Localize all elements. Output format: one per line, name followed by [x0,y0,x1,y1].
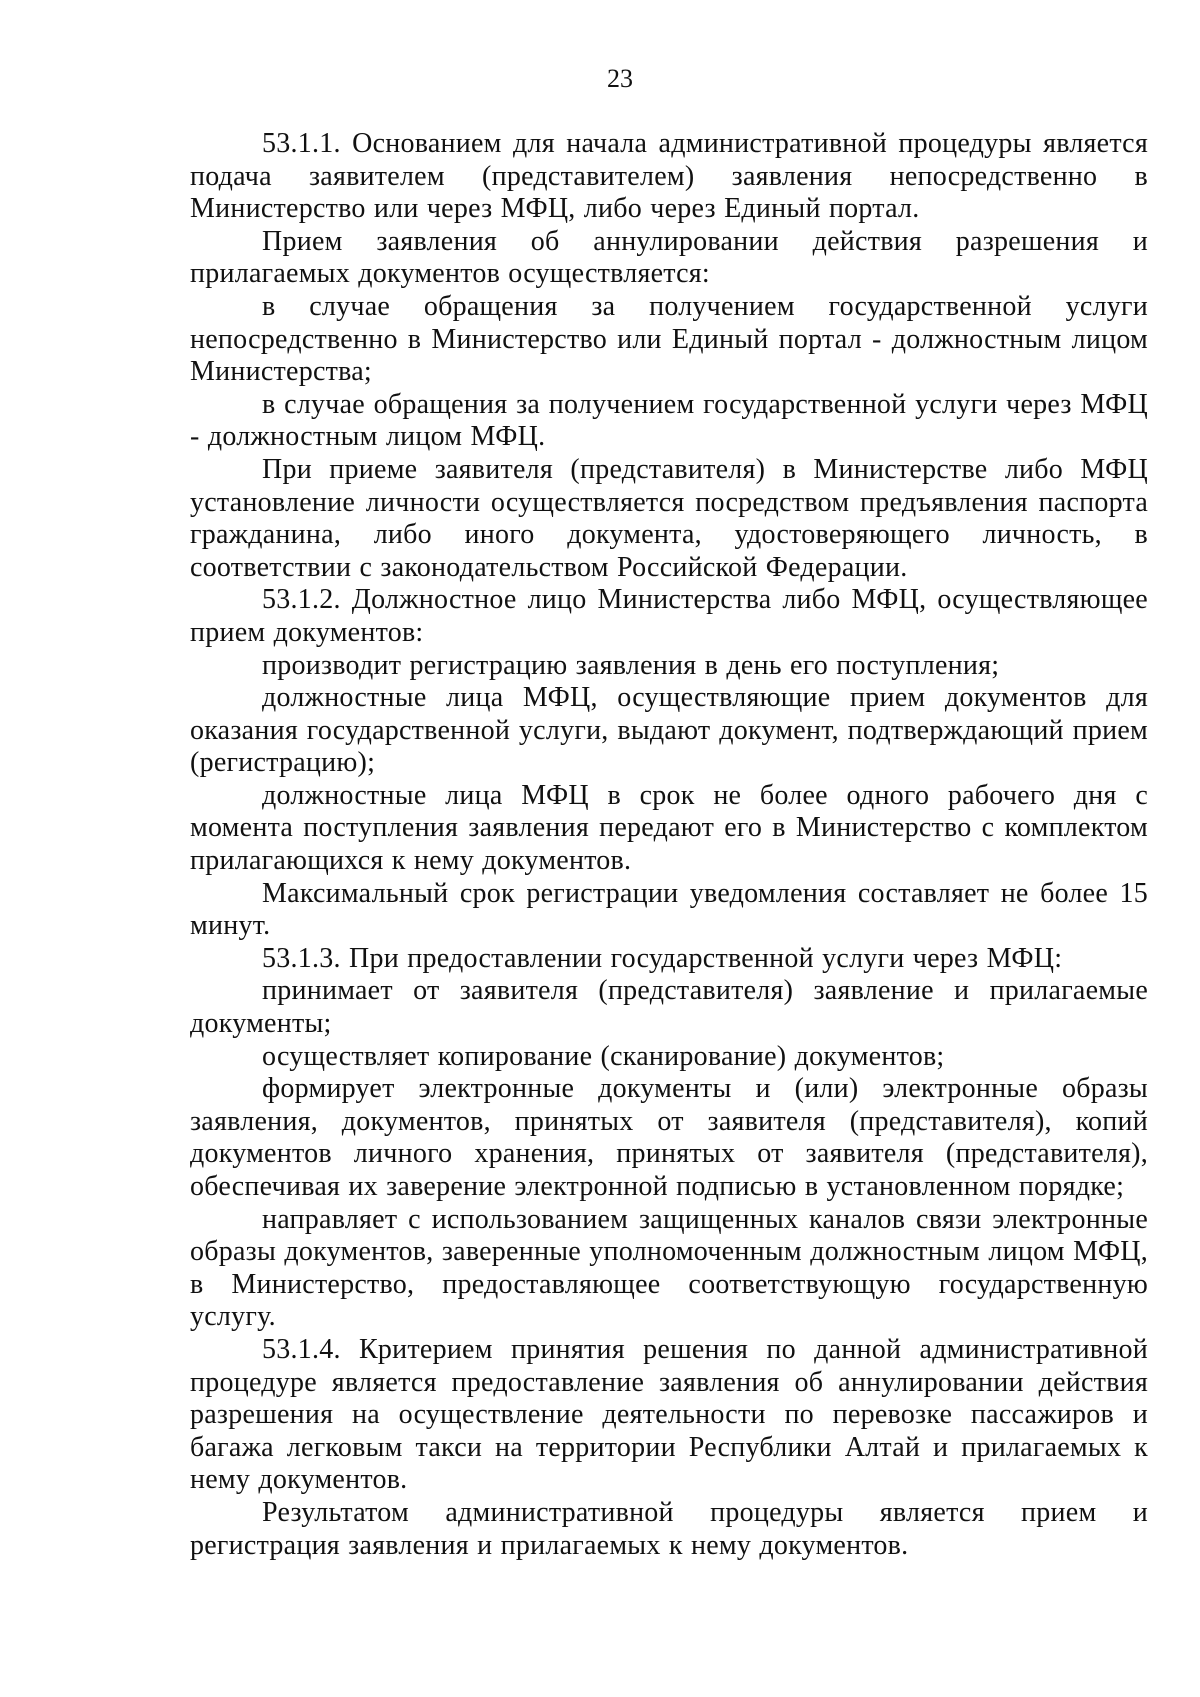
paragraph: При приеме заявителя (представителя) в Министерстве либо МФЦ установление личности осуществляется посредством предъявления паспорта гражданина, либо иного документа, удостоверяющего личность, в соответствии с законодательством Российской Федерации. [190,453,1148,583]
paragraph: Результатом административной процедуры является прием и регистрация заявления и прилагаемых к нему документов. [190,1496,1148,1561]
paragraph: 53.1.3. При предоставлении государственной услуги через МФЦ: [262,942,1063,974]
paragraph: Максимальный срок регистрации уведомления составляет не более 15 минут. [190,877,1148,942]
paragraph: Прием заявления об аннулировании действия разрешения и прилагаемых документов осуществляется: [190,225,1148,290]
paragraph: производит регистрацию заявления в день его поступления; [262,649,1000,681]
paragraph: осуществляет копирование (сканирование) документов; [262,1040,945,1072]
paragraph: 53.1.4. Критерием принятия решения по данной административной процедуре является предоставление заявления об аннулировании действия разрешения на осуществление деятельности по перевозке пассажиров и багажа легковым такси на территории Республики Алтай и прилагаемых к нему документов. [190,1333,1148,1496]
paragraph: 53.1.2. Должностное лицо Министерства либо МФЦ, осуществляющее прием документов: [190,584,1148,648]
paragraph: в случае обращения за получением государственной услуги непосредственно в Министерство или Единый портал - должностным лицом Министерства; [190,290,1148,388]
paragraph: 53.1.1. Основанием для начала административной процедуры является подача заявителем (представителем) заявления непосредственно в Министерство или через МФЦ, либо через Единый портал. [190,128,1148,225]
paragraph: принимает от заявителя (представителя) заявление и прилагаемые документы; [190,975,1148,1040]
paragraph: должностные лица МФЦ в срок не более одного рабочего дня с момента поступления заявления передают его в Министерство с комплектом прилагающихся к нему документов. [190,779,1148,877]
document-body [190,128,1148,1562]
paragraph: формирует электронные документы и (или) электронные образы заявления, документов, принятых от заявителя (представителя), копий документов личного хранения, принятых от заявителя (представителя), обеспечивая их заверение электронной подписью в установленном порядке; [190,1073,1148,1202]
paragraph: направляет с использованием защищенных каналов связи электронные образы документов, заверенные уполномоченным должностным лицом МФЦ, в Министерство, предоставляющее соответствующую государственную услугу. [190,1203,1148,1333]
paragraph: должностные лица МФЦ, осуществляющие прием документов для оказания государственной услуги, выдают документ, подтверждающий прием (регистрацию); [190,682,1148,779]
paragraph: в случае обращения за получением государственной услуги через МФЦ - должностным лицом МФЦ. [190,388,1148,453]
page-number: 23 [607,64,633,93]
